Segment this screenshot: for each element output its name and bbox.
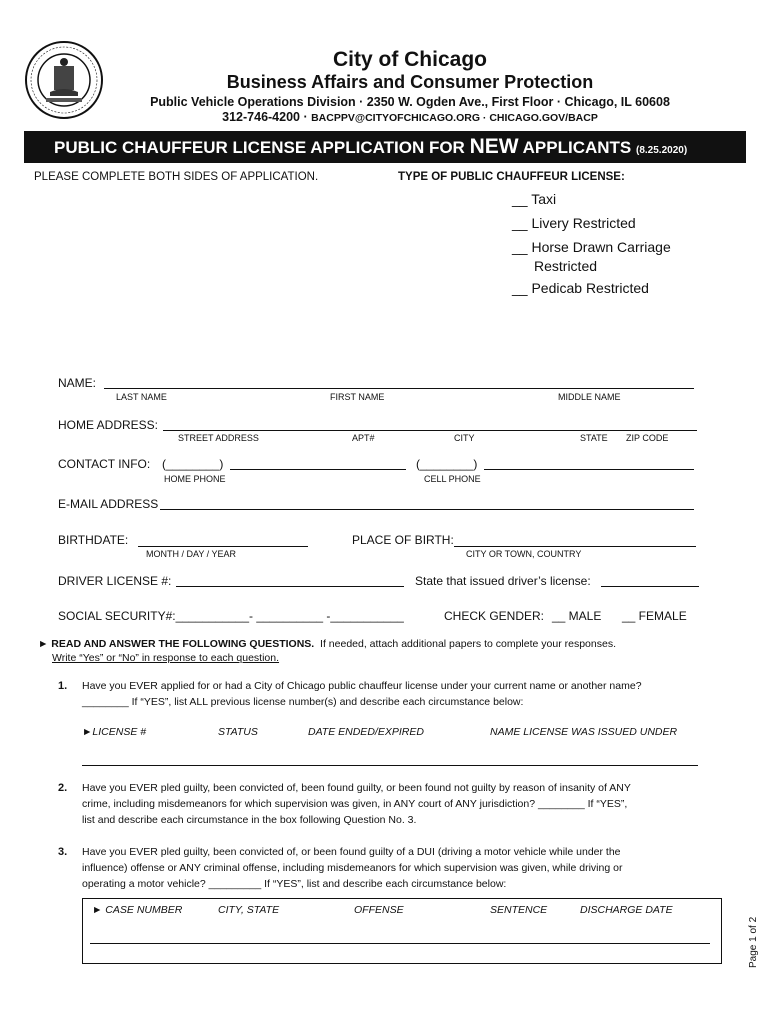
q3-col-discharge: DISCHARGE DATE [580,904,673,916]
driver-license-field[interactable] [176,586,404,587]
contact-label: CONTACT INFO: [58,457,151,471]
banner-new: NEW [469,135,519,158]
instructions: PLEASE COMPLETE BOTH SIDES OF APPLICATION. [34,171,319,183]
q3-col-case: ► CASE NUMBER [92,904,183,916]
division-address: Public Vehicle Operations Division · 2350 W. Ogden Ave., First Floor · Chicago, IL 60608 [150,95,670,109]
questions-intro [38,638,616,650]
street-sub: STREET ADDRESS [178,433,259,443]
state-sub: STATE [580,433,608,443]
female-option[interactable]: __ FEMALE [622,609,687,623]
banner-date: (8.25.2020) [636,145,688,156]
apt-sub: APT# [352,433,375,443]
last-name-sub: LAST NAME [116,392,167,402]
q3-line2: influence) offense or ANY criminal offense, including misdemeanors for which supervision was given, while driving or [82,862,623,874]
cell-phone-field[interactable] [484,469,694,470]
option-horse-drawn[interactable]: __ Horse Drawn Carriage [512,239,671,255]
q3-col-sentence: SENTENCE [490,904,548,916]
name-label: NAME: [58,376,97,390]
address-field[interactable] [163,430,697,431]
q2-line2[interactable]: crime, including misdemeanors for which supervision was given, in ANY court of ANY jurisdiction? ________ If “YES”, [82,798,628,810]
ssn-field[interactable]: SOCIAL SECURITY#:___________- __________ -___________ [58,609,404,623]
address-label: HOME ADDRESS: [58,418,159,432]
q1-col-name: NAME LICENSE WAS ISSUED UNDER [490,726,678,738]
birthdate-label: BIRTHDATE: [58,533,129,547]
department-title: Business Affairs and Consumer Protection [226,72,594,92]
city-seal-logo [24,40,104,120]
q3-col-offense: OFFENSE [354,904,404,916]
middle-name-sub: MIDDLE NAME [558,392,621,402]
home-phone-sub: HOME PHONE [164,474,226,484]
cell-area-code[interactable]: (________) [416,457,478,471]
home-area-code[interactable]: (________) [162,457,224,471]
q1-line2[interactable]: ________ If “YES”, list ALL previous license number(s) and describe each circumstance below: [82,696,524,708]
email-field[interactable] [160,509,694,510]
intro-bold: ► READ AND ANSWER THE FOLLOWING QUESTIONS. [38,638,315,650]
email-label: E-MAIL ADDRESS [58,497,159,511]
birthdate-field[interactable] [138,546,308,547]
phone-number: 312-746-4200 · [222,110,312,124]
intro-line2: Write “Yes” or “No” in response to each question. [52,652,280,664]
form-title-banner [24,131,746,163]
option-taxi[interactable]: __ Taxi [512,191,557,207]
option-livery[interactable]: __ Livery Restricted [512,215,636,231]
q1-col-status: STATUS [218,726,258,738]
intro-normal: If needed, attach additional papers to complete your responses. [320,638,616,650]
q3-line1: Have you EVER pled guilty, been convicted of, or been found guilty of a DUI (driving a motor vehicle while under the [82,846,621,858]
q3-col-city: CITY, STATE [218,904,280,916]
pob-label: PLACE OF BIRTH: [352,533,454,547]
q3-answer-line[interactable] [90,943,710,944]
home-phone-field[interactable] [230,469,406,470]
birthdate-sub: MONTH / DAY / YEAR [146,549,237,559]
state-issued-field[interactable] [601,586,699,587]
page-number [738,910,768,970]
zip-sub: ZIP CODE [626,433,669,443]
male-option[interactable]: __ MALE [552,609,602,623]
q1-number: 1. [58,680,68,692]
state-issued-label: State that issued driver’s license: [415,574,591,588]
q2-line1: Have you EVER pled guilty, been convicted of, been found guilty, or been found not guilty by reason of insanity of ANY [82,782,631,794]
q1-col-license: ►LICENSE # [82,726,147,738]
contact-line [110,110,710,124]
pob-field[interactable] [454,546,696,547]
banner-text-2: APPLICANTS [518,138,632,157]
pob-sub: CITY OR TOWN, COUNTRY [466,549,582,559]
license-type-heading: TYPE OF PUBLIC CHAUFFEUR LICENSE: [398,171,625,183]
q1-answer-line[interactable] [82,765,698,766]
city-sub: CITY [454,433,475,443]
q2-line3: list and describe each circumstance in the box following Question No. 3. [82,814,417,826]
driver-license-label: DRIVER LICENSE #: [58,574,172,588]
q3-number: 3. [58,846,68,858]
first-name-sub: FIRST NAME [330,392,385,402]
city-title: City of Chicago [332,48,487,71]
email-website: BACPPV@CITYOFCHICAGO.ORG · CHICAGO.GOV/BACP [311,112,598,124]
option-horse-drawn-cont: Restricted [534,258,598,274]
page-number-text: Page 1 of 2 [748,916,759,968]
q3-line3[interactable]: operating a motor vehicle? _________ If “YES”, list and describe each circumstance below: [82,878,507,890]
gender-label: CHECK GENDER: [444,609,545,623]
name-field[interactable] [104,388,694,389]
q2-number: 2. [58,782,68,794]
banner-text-1: PUBLIC CHAUFFEUR LICENSE APPLICATION FOR [54,138,470,157]
q1-line1: Have you EVER applied for or had a City of Chicago public chauffeur license under your current name or another name? [82,680,642,692]
option-pedicab[interactable]: __ Pedicab Restricted [512,280,649,296]
cell-phone-sub: CELL PHONE [424,474,481,484]
q1-col-date: DATE ENDED/EXPIRED [308,726,424,738]
